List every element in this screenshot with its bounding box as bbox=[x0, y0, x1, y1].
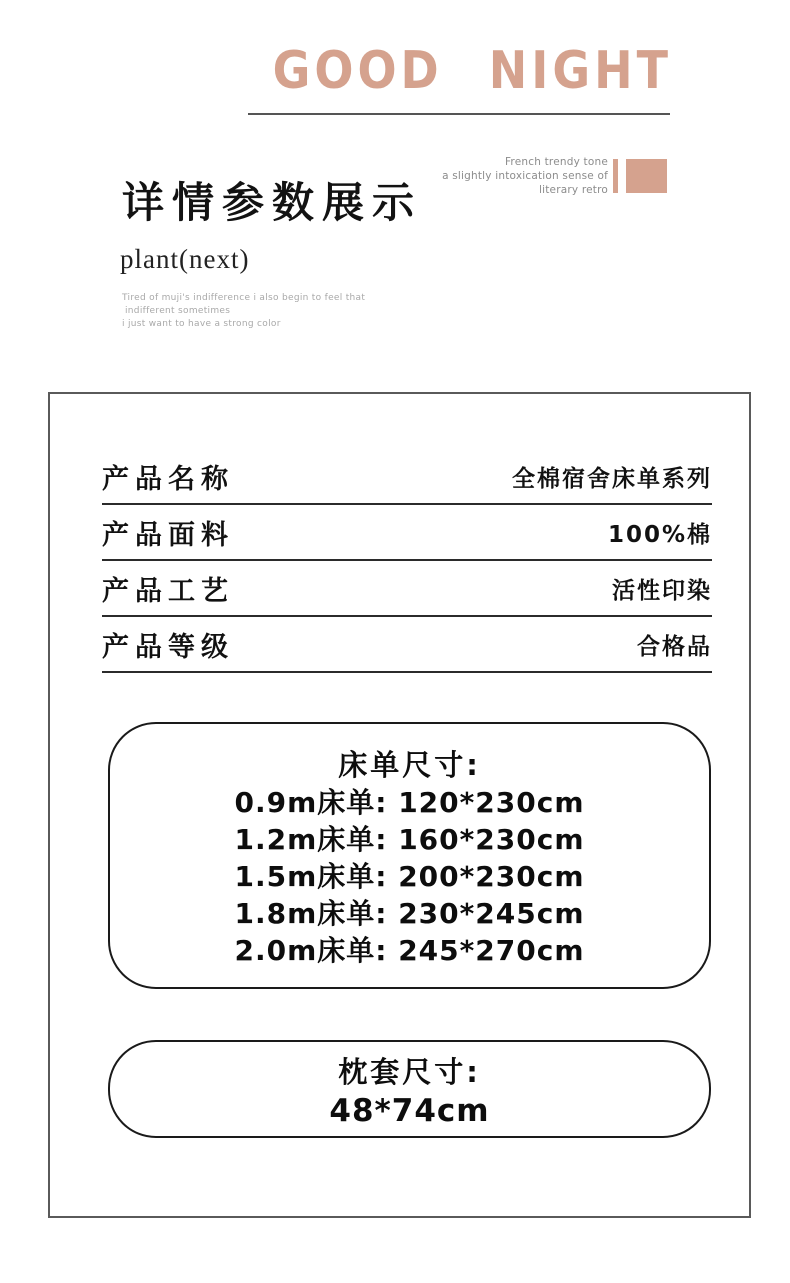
sheet-size-line: 1.2m床单: 160*230cm bbox=[234, 822, 585, 856]
spec-table bbox=[102, 449, 712, 673]
tagline-line: a slightly intoxication sense of bbox=[442, 170, 608, 182]
brand-divider bbox=[248, 113, 670, 115]
table-row bbox=[102, 449, 712, 505]
table-row bbox=[102, 617, 712, 673]
note-line: i just want to have a strong color bbox=[122, 319, 281, 329]
spec-value: 100%棉 bbox=[607, 521, 712, 548]
spec-value: 活性印染 bbox=[612, 577, 712, 604]
tagline-line: French trendy tone bbox=[504, 156, 608, 168]
pillow-size-value: 48*74cm bbox=[329, 1092, 490, 1129]
spec-label: 产品等级 bbox=[102, 631, 234, 663]
sheet-size-title: 床单尺寸: bbox=[338, 747, 481, 782]
table-row bbox=[102, 561, 712, 617]
note-text bbox=[122, 292, 365, 331]
page-subtitle: plant(next) bbox=[120, 244, 250, 274]
table-row bbox=[102, 505, 712, 561]
pillow-size-box bbox=[108, 1040, 711, 1138]
accent-rect-shape bbox=[626, 159, 667, 193]
pillow-size-title: 枕套尺寸: bbox=[338, 1054, 481, 1089]
spec-value: 全棉宿舍床单系列 bbox=[512, 465, 712, 492]
spec-label: 产品工艺 bbox=[102, 575, 234, 607]
sheet-size-box bbox=[108, 722, 711, 989]
note-line: Tired of muji's indifference i also begin to feel that bbox=[122, 293, 366, 303]
sheet-size-line: 2.0m床单: 245*270cm bbox=[234, 933, 585, 967]
tagline-line: literary retro bbox=[538, 184, 608, 196]
spec-value: 合格品 bbox=[637, 633, 712, 660]
note-line: indifferent sometimes bbox=[125, 306, 231, 316]
spec-label: 产品面料 bbox=[102, 519, 234, 551]
accent-bar-shape bbox=[613, 159, 618, 193]
sheet-size-line: 0.9m床单: 120*230cm bbox=[234, 785, 585, 819]
brand-title: GOOD NIGHT bbox=[272, 40, 672, 101]
spec-frame bbox=[48, 392, 751, 1218]
sheet-size-line: 1.5m床单: 200*230cm bbox=[234, 859, 585, 893]
sheet-size-line: 1.8m床单: 230*245cm bbox=[234, 896, 585, 930]
spec-label: 产品名称 bbox=[102, 463, 234, 495]
page-title: 详情参数展示 bbox=[122, 178, 423, 227]
tagline-text bbox=[368, 155, 608, 197]
